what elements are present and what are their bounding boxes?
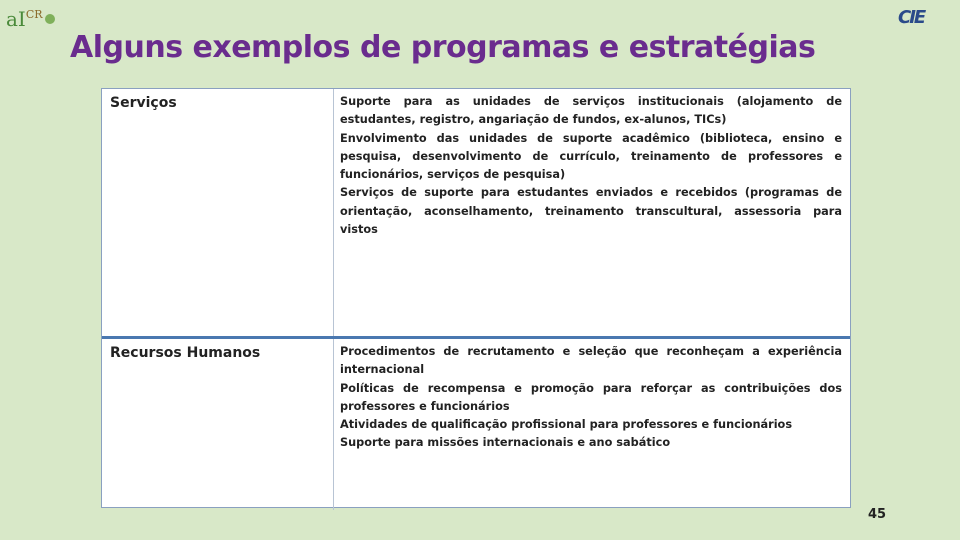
- list-item: Suporte para as unidades de serviços institucionais (alojamento de estudantes, registro, angariação de fundos, ex-alunos, TICs): [340, 95, 842, 127]
- flower-icon: [45, 14, 55, 24]
- strategies-table: [101, 88, 851, 508]
- list-item: Suporte para missões internacionais e ano sabático: [340, 436, 671, 450]
- cie-logo-text: CIE: [898, 6, 925, 28]
- table-row-servicos: [102, 89, 850, 336]
- list-item: Serviços de suporte para estudantes enviados e recebidos (programas de orientação, aconselhamento, treinamento transcultural, assessoria para vistos: [340, 186, 842, 237]
- aicr-logo: [6, 6, 66, 32]
- cie-logo: [898, 4, 954, 30]
- table-row-recursos-humanos: [102, 336, 850, 510]
- aicr-logo-text: $aI^{CR}$: [6, 7, 43, 31]
- row-content: [334, 339, 850, 510]
- list-item: Atividades de qualificação profissional para professores e funcionários: [340, 418, 793, 432]
- page-number: 45: [868, 507, 887, 522]
- list-item: Políticas de recompensa e promoção para reforçar as contribuições dos professores e funcionários: [340, 381, 842, 413]
- list-item: Procedimentos de recrutamento e seleção que reconheçam a experiência internacional: [340, 345, 842, 377]
- row-heading: Recursos Humanos: [102, 339, 334, 510]
- slide-title: Alguns exemplos de programas e estratégias: [70, 30, 816, 65]
- list-item: Envolvimento das unidades de suporte acadêmico (biblioteca, ensino e pesquisa, desenvolvimento de currículo, treinamento de professores e funcionários, serviços de pesquisa): [340, 131, 842, 182]
- row-content: [334, 89, 850, 336]
- row-heading: Serviços: [102, 89, 334, 336]
